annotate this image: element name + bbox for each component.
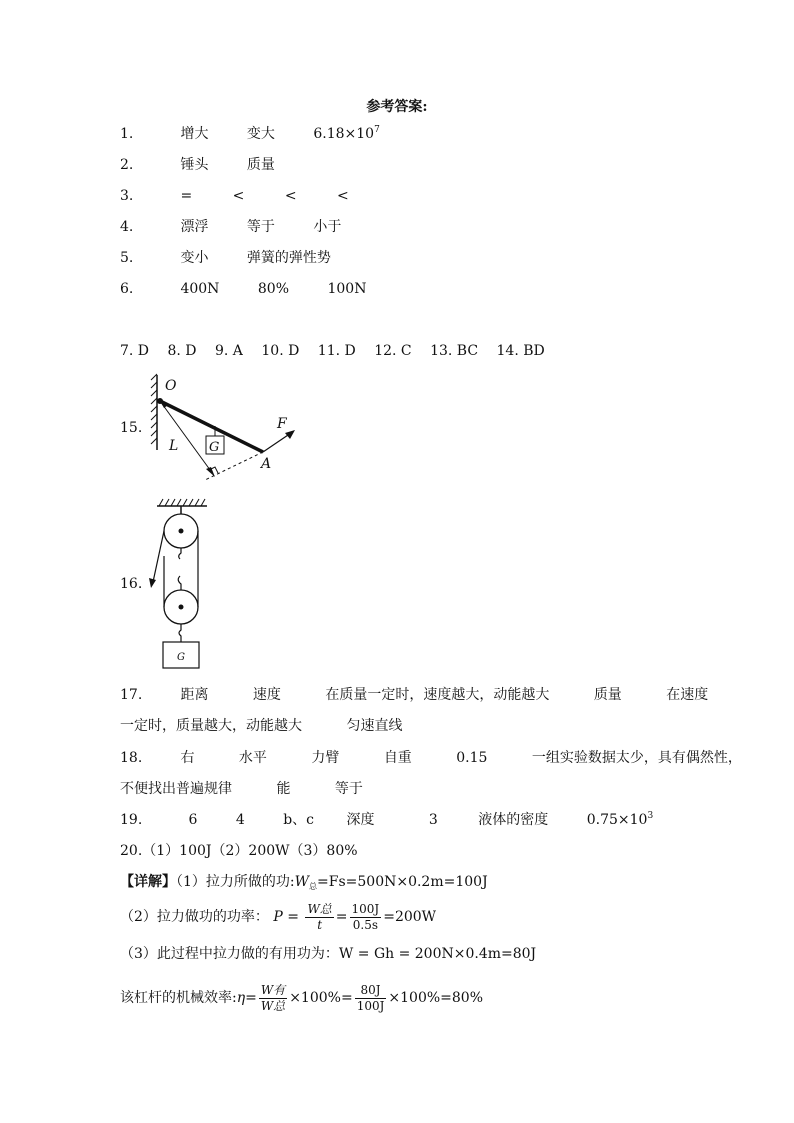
answer-number: 17. (120, 687, 143, 703)
answer-part: 增大 (180, 126, 209, 142)
mc-answer: 10. D (261, 343, 300, 359)
detail-result: ×100%=80% (388, 990, 484, 1006)
mc-answer: 14. BD (496, 343, 545, 359)
answer-part: = (180, 188, 193, 204)
answer-part: 能 (276, 781, 291, 797)
movable-pulley-axle (179, 605, 184, 610)
answer-part: 等于 (246, 219, 275, 235)
wall-hatch (151, 374, 157, 444)
answer-part: 弹簧的弹性势 (246, 250, 331, 266)
mc-answer: 12. C (374, 343, 412, 359)
answer-part: 距离 (180, 687, 209, 703)
force-arrow-line (263, 433, 291, 452)
answer-part: 漂浮 (180, 219, 209, 235)
mc-answer: 11. D (317, 343, 356, 359)
answer-part: 3 (428, 812, 438, 828)
answer-part: 变小 (180, 250, 209, 266)
mc-answer: 8. D (167, 343, 197, 359)
answer-part: 自重 (383, 750, 412, 766)
answer-part: 4 (235, 812, 245, 828)
answer-18-line-2 (120, 779, 363, 799)
fraction (305, 902, 333, 933)
answer-part: 力臂 (311, 750, 340, 766)
answer-number: 1. (120, 126, 134, 142)
load-label: G (177, 652, 185, 663)
mc-answer: 7. D (120, 343, 150, 359)
answer-20-detail-1 (120, 872, 488, 892)
moment-arm-arrow-head (206, 467, 215, 477)
label-g: G (209, 440, 220, 455)
answer-number: 19. (120, 812, 143, 828)
figure-15-number: 15. (120, 420, 143, 436)
answer-part: 变大 (246, 126, 275, 142)
label-a: A (261, 456, 272, 472)
answer-17-line-2 (120, 716, 402, 736)
answer-part: < (232, 188, 245, 204)
fraction-denominator: W总 (260, 998, 286, 1013)
detail-text: ×100%= (289, 990, 353, 1006)
load-hook (179, 624, 181, 642)
fixed-pulley-axle (179, 529, 184, 534)
answer-part: 匀速直线 (346, 718, 403, 734)
answer-part: 在质量一定时，速度越大，动能越大 (325, 687, 550, 703)
answer-part: 80% (257, 281, 290, 297)
answer-part: 一组实验数据太少，具有偶然性， (531, 750, 742, 766)
answer-20-head: 20.（1）100J（2）200W（3）80% (120, 843, 358, 859)
answer-19 (120, 810, 653, 830)
answer-number: 2. (120, 157, 134, 173)
answer-part: 在速度 (666, 687, 709, 703)
rope-pull (153, 531, 164, 582)
detail-result: =Fs=500N×0.2m=100J (317, 874, 488, 890)
detail-result: W = Gh = 200N×0.4m=80J (338, 946, 537, 962)
answer-number: 4. (120, 219, 134, 235)
fraction-numerator: 80J (355, 983, 387, 999)
answer-part: 质量 (593, 687, 622, 703)
pull-arrow-head (149, 578, 156, 588)
answer-part: 6 (188, 812, 198, 828)
label-l: L (169, 438, 179, 454)
mc-answer: 9. A (215, 343, 243, 359)
fraction-numerator: 100J (351, 901, 380, 916)
answer-part: 水平 (238, 750, 267, 766)
answer-20-detail-4 (120, 980, 483, 1016)
mc-answer: 13. BC (430, 343, 479, 359)
detail-symbol: η= (236, 990, 257, 1006)
detail-tag: 【详解】 (120, 874, 176, 890)
detail-symbol: P = (273, 909, 299, 925)
label-f: F (277, 416, 287, 432)
figure-16-pulley-diagram (145, 496, 225, 674)
movable-pulley-hook (178, 576, 181, 590)
figure-16-number: 16. (120, 576, 143, 592)
answer-4 (120, 217, 341, 237)
answer-part: 0.75×10 (586, 812, 648, 828)
fraction-denominator: 100J (356, 998, 385, 1013)
answer-1 (120, 124, 380, 144)
answer-part: 6.18×10 (313, 126, 375, 142)
answer-3 (120, 186, 349, 206)
answer-part: 速度 (252, 687, 281, 703)
answer-2 (120, 155, 275, 175)
fixed-pulley-hook (179, 548, 181, 559)
answer-5 (120, 248, 331, 268)
answer-20-detail-3 (120, 944, 536, 964)
answer-part: 等于 (334, 781, 363, 797)
multiple-choice-answers (120, 341, 545, 361)
answer-number: 6. (120, 281, 134, 297)
label-o: O (165, 378, 177, 394)
answer-number: 5. (120, 250, 134, 266)
detail-subscript: 总 (309, 882, 318, 891)
answer-part: 质量 (246, 157, 275, 173)
answer-part: < (337, 188, 349, 204)
detail-symbol: W (294, 874, 310, 890)
answer-part: 小于 (313, 219, 342, 235)
fraction (259, 983, 287, 1014)
answer-exponent: 3 (647, 811, 654, 821)
answer-part: 0.15 (456, 750, 488, 766)
answer-part: 右 (180, 750, 195, 766)
answer-part: 100N (327, 281, 367, 297)
answer-number: 18. (120, 750, 143, 766)
answer-part: 深度 (346, 812, 375, 828)
detail-text: 该杠杆的机械效率: (120, 990, 237, 1006)
detail-result: =200W (383, 909, 437, 925)
fraction-denominator: t (317, 917, 323, 932)
ceiling-hatch (159, 499, 205, 506)
answer-part: 锤头 (180, 157, 209, 173)
answer-18-line-1 (120, 748, 742, 768)
figure-15-lever-diagram (145, 370, 305, 490)
fraction (350, 902, 382, 933)
answer-17-line-1 (120, 685, 708, 705)
answer-part: 液体的密度 (478, 812, 549, 828)
detail-text: （3）此过程中拉力做的有用功为： (120, 946, 339, 962)
moment-arm-line (160, 401, 213, 474)
answer-20-detail-2: （2）拉力做功的功率： P = $\frac{\text{W总}}{t}$ = $\frac{100J}{0.5s}$ =200W (120, 901, 437, 932)
fraction-denominator: 0.5s (352, 917, 378, 932)
detail-text: （2）拉力做功的功率： (120, 909, 269, 925)
answer-part: 不便找出普遍规律 (120, 781, 232, 797)
answer-number: 3. (120, 188, 134, 204)
answer-part: b、c (283, 812, 315, 828)
answer-part: 一定时，质量越大，动能越大 (120, 718, 302, 734)
page-title: 参考答案: (366, 99, 428, 115)
answer-part: 400N (180, 281, 220, 297)
answer-exponent: 7 (374, 125, 380, 135)
answer-6 (120, 279, 366, 299)
fraction-numerator: W有 (260, 982, 286, 997)
fraction-numerator: W总 (307, 901, 332, 916)
answer-part: < (284, 188, 297, 204)
fraction (355, 983, 387, 1014)
detail-text: （1）拉力所做的功: (176, 874, 295, 890)
